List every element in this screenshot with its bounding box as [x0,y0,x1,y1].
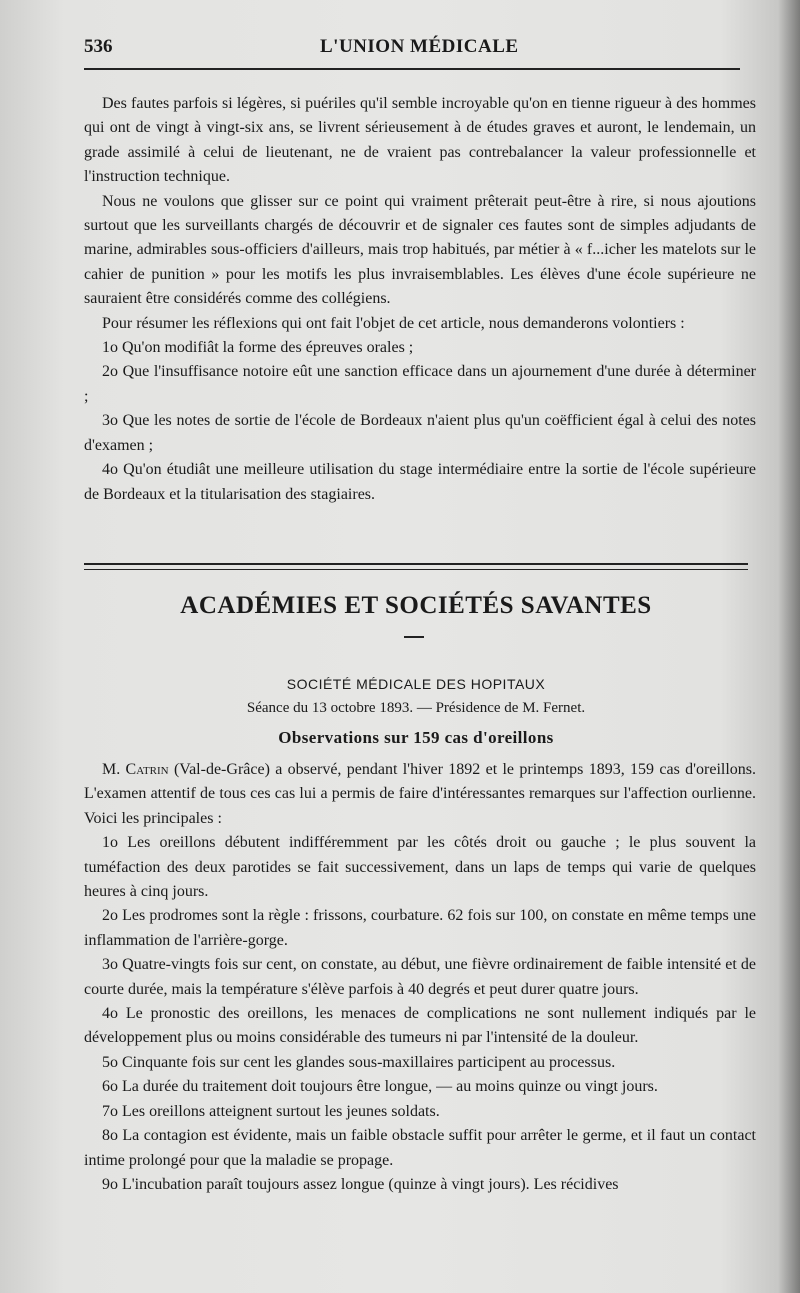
list-item: 2o Les prodromes sont la règle : frissons, courbature. 62 fois sur 100, on constate en même temps une inflammation de l'arrière-gorge. [84,907,756,949]
section-title: ACADÉMIES ET SOCIÉTÉS SAVANTES [180,592,652,619]
running-header [84,36,744,64]
journal-title: L'UNION MÉDICALE [320,36,519,57]
paragraph [84,758,756,831]
section-double-rule [84,563,748,565]
list-item: 7o Les oreillons atteignent surtout les jeunes soldats. [102,1102,440,1120]
article-body [84,758,756,1197]
list-item: 6o La durée du traitement doit toujours être longue, — au moins quinze ou vingt jours. [102,1078,658,1096]
list-item: 1o Qu'on modifiât la forme des épreuves orales ; [102,339,414,357]
paragraph-text: (Val-de-Grâce) a observé, pendant l'hiver 1892 et le printemps 1893, 159 cas d'oreillons. L'examen attentif de tous ces cas lui a permis de faire d'intéressantes remarques sur l'affection ourlienne. Voici les principales : [84,761,757,827]
section-double-rule [84,569,748,570]
list-item: 3o Quatre-vingts fois sur cent, on constate, au début, une fièvre ordinairement de faible intensité et de courte durée, mais la température s'élève parfois à 40 degrés et peut durer quatre jours. [84,956,756,998]
list-item: 1o Les oreillons débutent indifféremment par les côtés droit ou gauche ; le plus souvent la tuméfaction des deux parotides se fait successivement, dans un laps de temps qui varie de quelques heures à cinq jours. [84,834,756,901]
page-number: 536 [84,36,113,57]
paragraph: Des fautes parfois si légères, si puériles qu'il semble incroyable qu'on en tienne rigueur à des hommes qui ont de vingt à vingt-six ans, se livrent sérieusement à de études graves et auront, le lendemain, un grade assimilé à celui de lieutenant, ne de vraient pas contrebalancer la valeur professionnelle et l'instruction technique. [84,95,756,186]
list-item: 8o La contagion est évidente, mais un faible obstacle suffit pour arrêter le germe, et il faut un contact intime prolongé pour que la maladie se propage. [84,1127,756,1169]
list-item: 2o Que l'insuffisance notoire eût une sanction efficace dans un ajournement d'une durée à déterminer ; [84,363,756,405]
header-rule [84,68,740,70]
list-item: 9o L'incubation paraît toujours assez longue (quinze à vingt jours). Les récidives [102,1175,619,1193]
paragraph: Nous ne voulons que glisser sur ce point qui vraiment prêterait peut-être à rire, si nous ajoutions surtout que les surveillants chargés de découvrir et de signaler ces fautes sont de simples adjudants de marine, admirables sous-officiers d'ailleurs, mais trop habitués, par métier à « f...icher les matelots sur le cahier de punition » pour les motifs les plus invraisemblables. Les élèves d'une école supérieure ne sauraient être considérés comme des collégiens. [84,192,756,308]
list-item: 5o Cinquante fois sur cent les glandes sous-maxillaires participent au processus. [102,1053,616,1071]
page-edge-shadow [778,0,800,1293]
section-divider [404,636,424,638]
paragraph: Pour résumer les réflexions qui ont fait l'objet de cet article, nous demanderons volontiers : [102,314,685,332]
society-name: SOCIÉTÉ MÉDICALE DES HOPITAUX [286,676,546,692]
session-line: Séance du 13 octobre 1893. — Présidence de M. Fernet. [246,700,586,716]
article-title: Observations sur 159 cas d'oreillons [278,728,554,747]
list-item: 4o Qu'on étudiât une meilleure utilisation du stage intermédiaire entre la sortie de l'école supérieure de Bordeaux et la titularisation des stagiaires. [84,461,756,503]
article-continuation [84,92,756,507]
author-name: M. Catrin [102,761,169,778]
list-item: 3o Que les notes de sortie de l'école de Bordeaux n'aient plus qu'un coëfficient égal à celui des notes d'examen ; [84,412,756,454]
list-item: 4o Le pronostic des oreillons, les menaces de complications ne sont nullement indiqués par le développement plus ou moins considérable des tumeurs ni par l'intensité de la douleur. [84,1005,756,1047]
